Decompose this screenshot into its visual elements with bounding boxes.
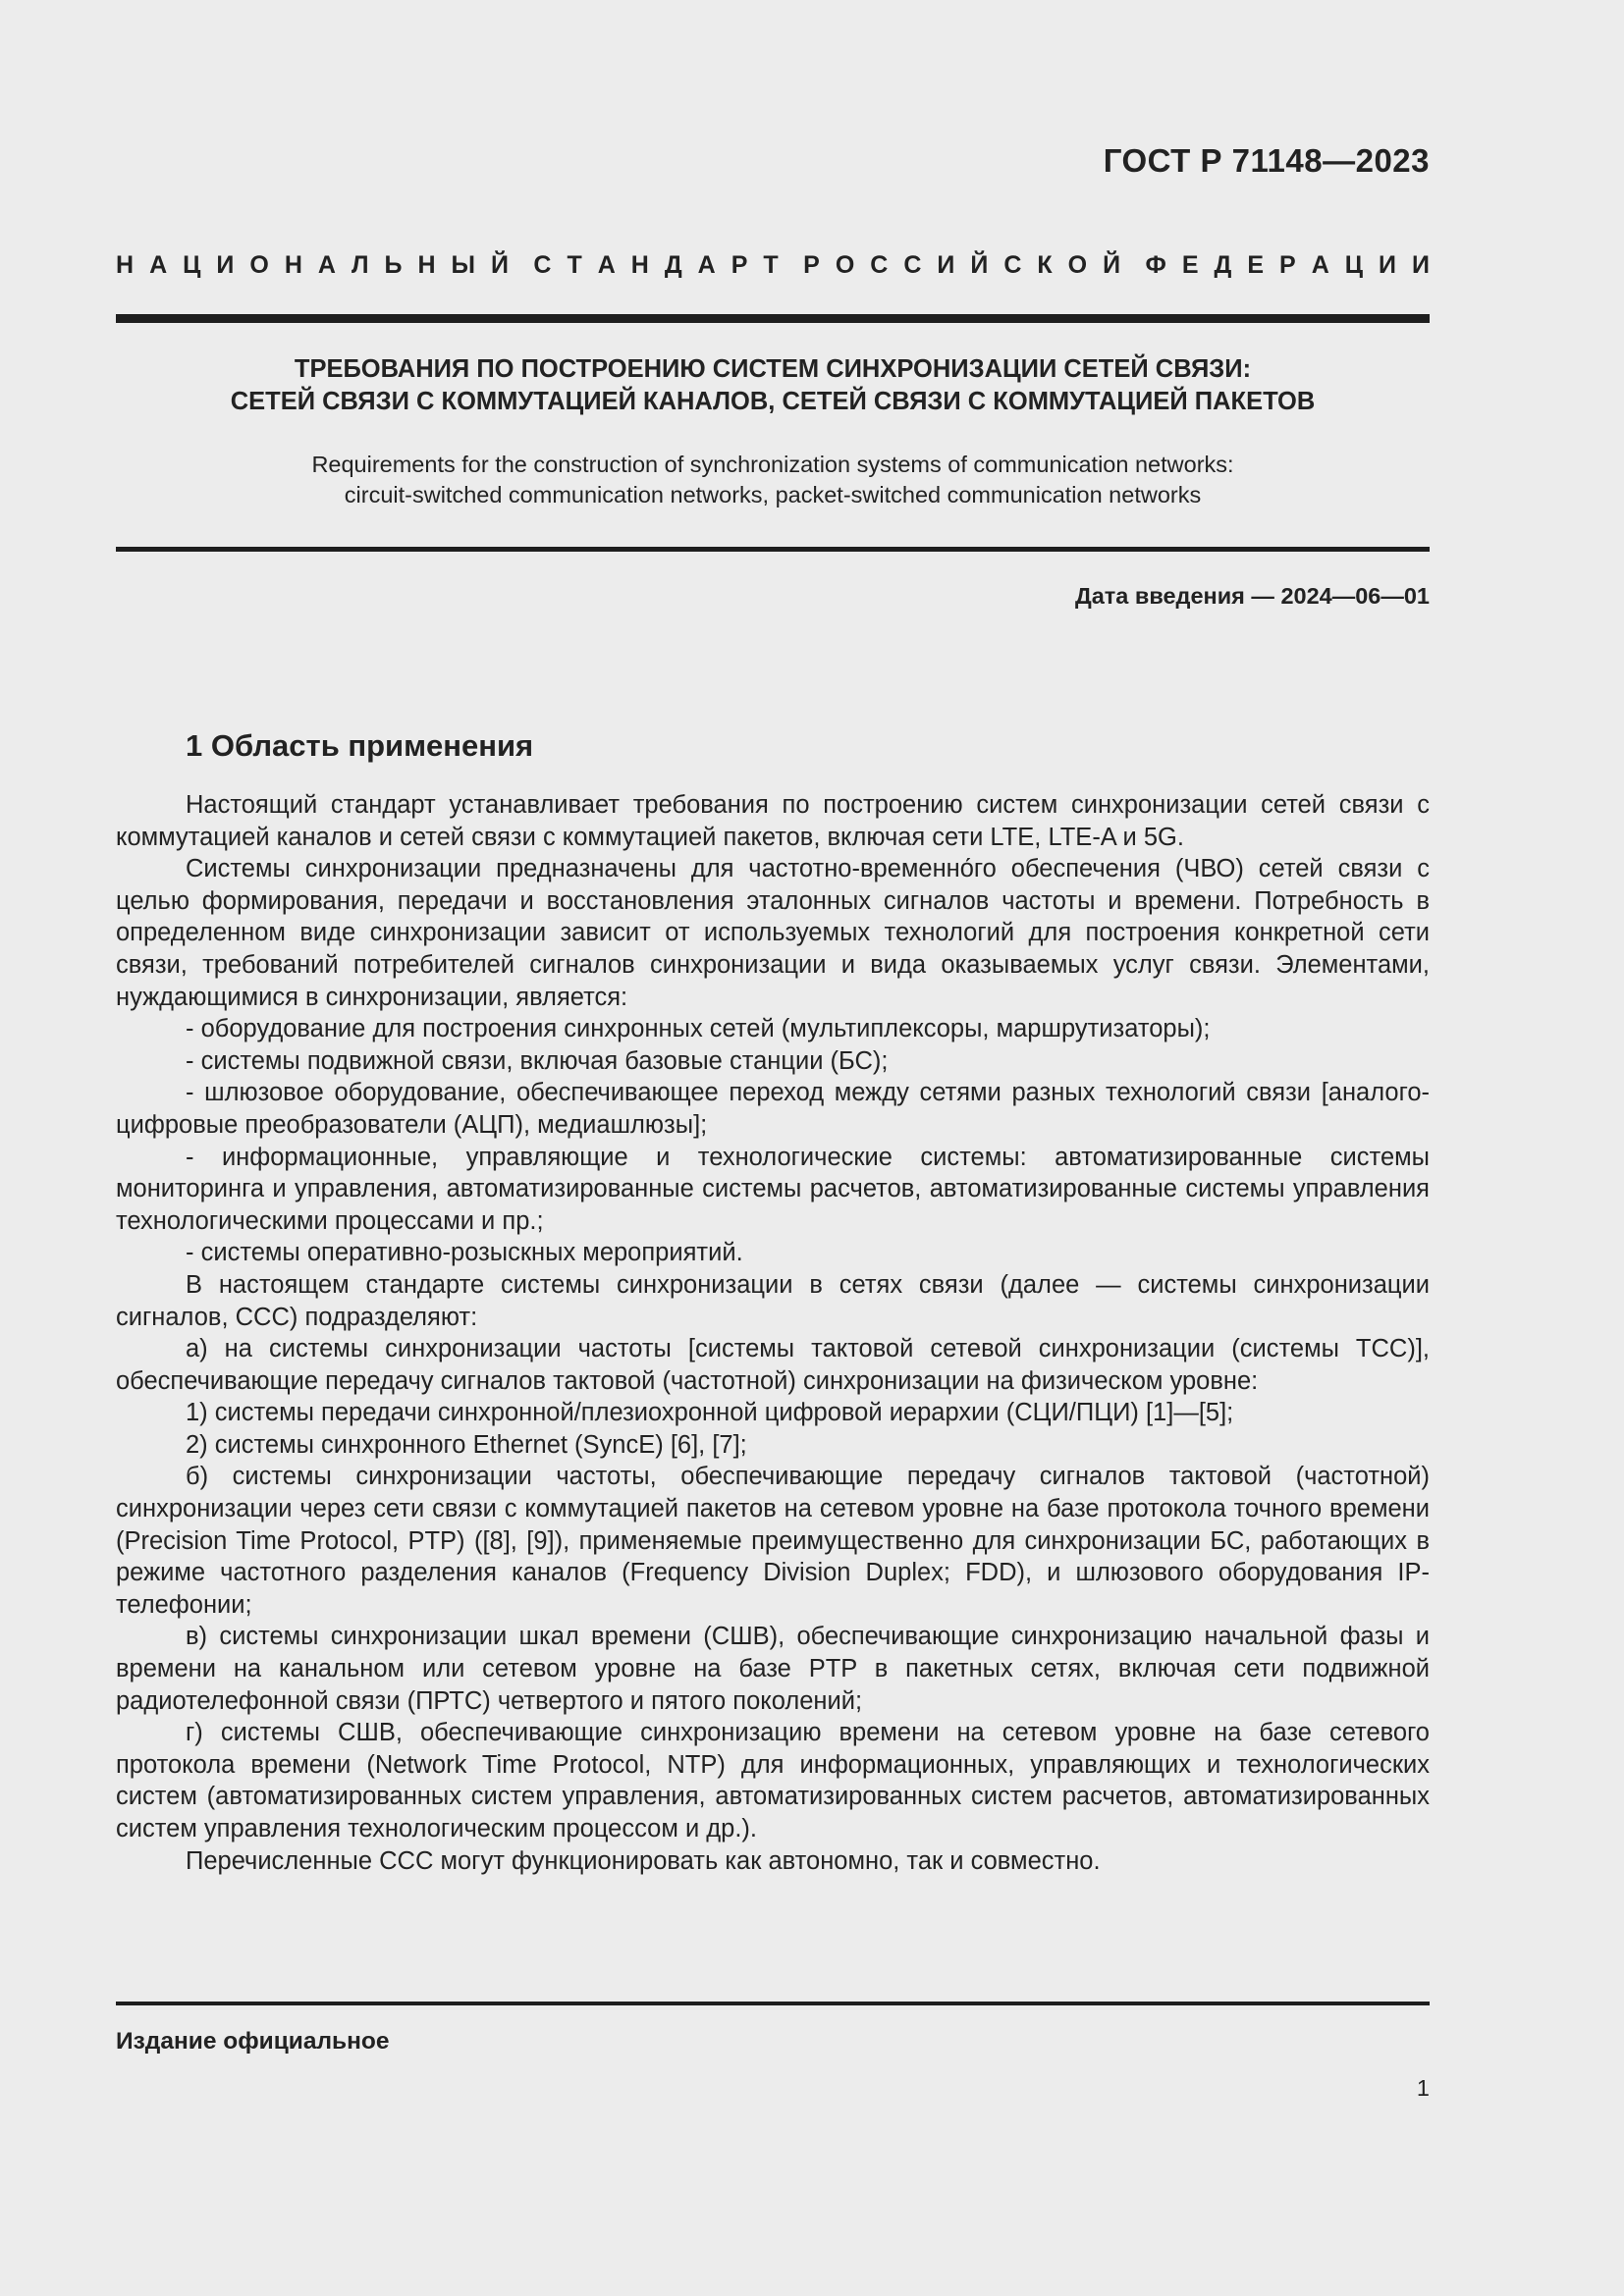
body-paragraph: в) системы синхронизации шкал времени (СШВ), обеспечивающие синхронизацию начальной фазы и времени на канальном или сетевом уровне на базе PTP в пакетных сетях, включая сети подвижной радиотелефонной связи (ПРТС) четвертого и пятого поколений; (116, 1623, 1430, 1715)
banner-word: С Т А Н Д А Р Т (533, 251, 779, 279)
title-russian-line-1: ТРЕБОВАНИЯ ПО ПОСТРОЕНИЮ СИСТЕМ СИНХРОНИЗАЦИИ СЕТЕЙ СВЯЗИ: (294, 355, 1252, 383)
title-english (116, 450, 1430, 510)
body-paragraph: В настоящем стандарте системы синхронизации в сетях связи (далее — системы синхронизации сигналов, ССС) подразделяют: (116, 1270, 1430, 1331)
section-heading: 1 Область применения (186, 728, 534, 763)
official-edition-label: Издание официальное (116, 2028, 390, 2055)
body-paragraph: Перечисленные ССС могут функционировать как автономно, так и совместно. (186, 1846, 1101, 1875)
banner-word: Н А Ц И О Н А Л Ь Н Ы Й (116, 251, 509, 279)
body-paragraph: 2) системы синхронного Ethernet (SyncE) [6], [7]; (186, 1430, 747, 1459)
banner-word: Ф Е Д Е Р А Ц И И (1145, 251, 1430, 279)
page-number: 1 (1416, 2075, 1430, 2101)
body-paragraph: б) системы синхронизации частоты, обеспечивающие передачу сигналов тактовой (частотной) синхронизации через сети связи с коммутацией пакетов на сетевом уровне на базе протокола точного времени (Precision Time Protocol, PTP) ([8], [9]), применяемые преимущественно для синхронизации БС, работающих в режиме частотного разделения каналов (Frequency Division Duplex; FDD), и шлюзового оборудования IP-телефонии; (116, 1463, 1430, 1619)
body-paragraph: 1) системы передачи синхронной/плезиохронной цифровой иерархии (СЦИ/ПЦИ) [1]—[5]; (186, 1399, 1234, 1427)
title-english-line-1: Requirements for the construction of synchronization systems of communication networks: (311, 452, 1234, 477)
header-divider (116, 314, 1430, 323)
body-paragraph: - системы подвижной связи, включая базовые станции (БС); (186, 1046, 889, 1075)
title-divider (116, 547, 1430, 552)
body-paragraph: а) на системы синхронизации частоты [системы тактовой сетевой синхронизации (системы ТСС)], обеспечивающие передачу сигналов тактовой (частотной) синхронизации на физическом уровне: (116, 1335, 1430, 1395)
body-paragraph: - информационные, управляющие и технологические системы: автоматизированные системы мониторинга и управления, автоматизированные системы расчетов, автоматизированные системы управления технологическими процессами и пр.; (116, 1143, 1430, 1235)
body-paragraph: - оборудование для построения синхронных сетей (мультиплексоры, маршрутизаторы); (186, 1015, 1211, 1043)
body-paragraph: Системы синхронизации предназначены для частотно-временно́го обеспечения (ЧВО) сетей связи с целью формирования, передачи и восстановления эталонных сигналов частоты и времени. Потребность в определенном виде синхронизации зависит от используемых технологий для построения конкретной сети связи, требований потребителей сигналов синхронизации и вида оказываемых услуг связи. Элементами, нуждающимися в синхронизации, является: (116, 855, 1430, 1011)
body-paragraph: г) системы СШВ, обеспечивающие синхронизацию времени на сетевом уровне на базе сетевого протокола времени (Network Time Protocol, NTP) для информационных, управляющих и технологических систем (автоматизированных систем управления, автоматизированных систем расчетов, автоматизированных систем управления технологическим процессом и др.). (116, 1719, 1430, 1842)
body-paragraph: Настоящий стандарт устанавливает требования по построению систем синхронизации сетей связи с коммутацией каналов и сетей связи с коммутацией пакетов, включая сети LTE, LTE-A и 5G. (116, 791, 1430, 851)
body-paragraph: - системы оперативно-розыскных мероприятий. (186, 1239, 743, 1267)
title-english-line-2: circuit-switched communication networks, packet-switched communication networks (344, 482, 1202, 507)
section-body (116, 789, 1430, 1877)
footer-divider (116, 2002, 1430, 2005)
title-russian (116, 353, 1430, 418)
national-standard-banner (116, 251, 1430, 280)
title-russian-line-2: СЕТЕЙ СВЯЗИ С КОММУТАЦИЕЙ КАНАЛОВ, СЕТЕЙ СВЯЗИ С КОММУТАЦИЕЙ ПАКЕТОВ (230, 388, 1316, 415)
document-number: ГОСТ Р 71148—2023 (1103, 142, 1430, 179)
introduction-date: Дата введения — 2024—06—01 (1074, 583, 1430, 609)
body-paragraph: - шлюзовое оборудование, обеспечивающее переход между сетями разных технологий связи [аналого-цифровые преобразователи (АЦП), медиашлюзы]; (116, 1079, 1430, 1139)
banner-word: Р О С С И Й С К О Й (803, 251, 1121, 279)
